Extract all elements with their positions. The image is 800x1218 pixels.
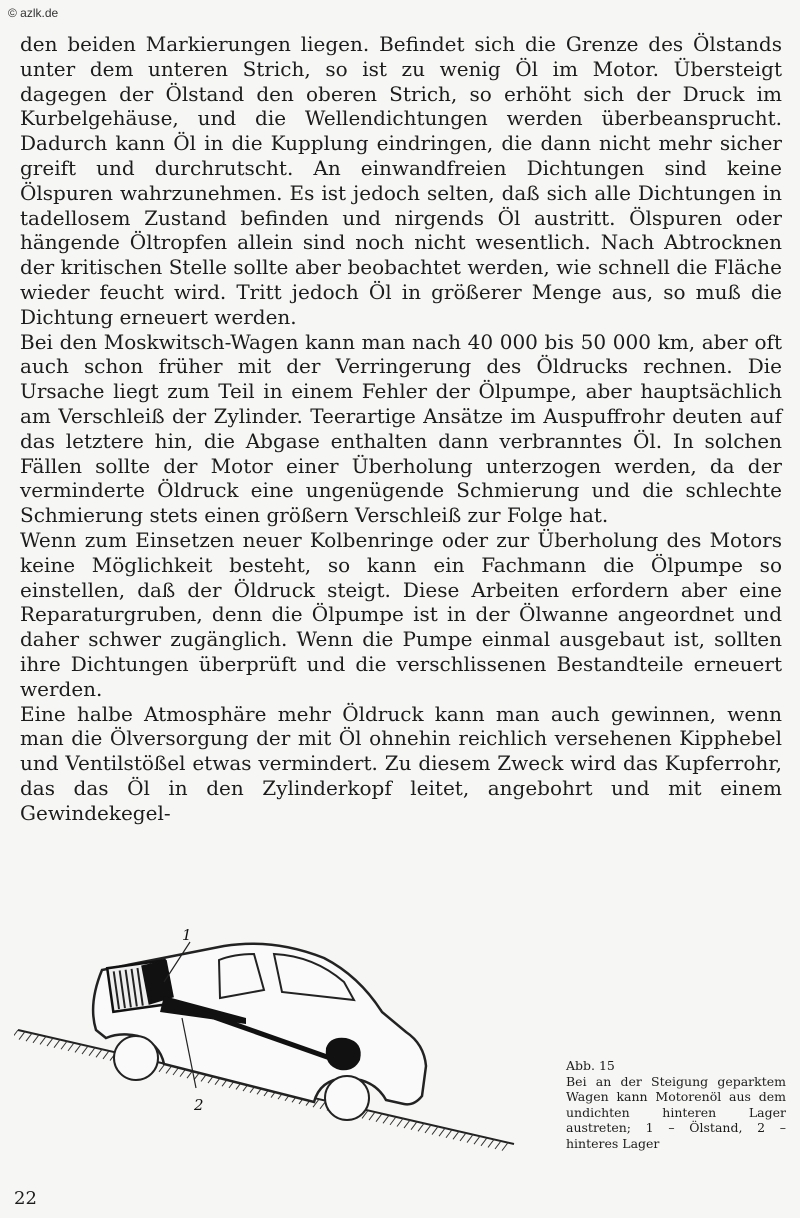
- figure-caption: [566, 1058, 786, 1151]
- car-on-slope-figure: [14, 920, 534, 1160]
- paragraph-4: Eine halbe Atmosphäre mehr Öldruck kann man auch gewinnen, wenn man die Ölversorgung der mit Öl ohnehin reichlich versehenen Kipphebel und Ventilstößel etwas vermindert. Zu diesem Zweck wird das Kupferrohr, das das Öl in den Zylinderkopf leitet, angebohrt und mit einem Gewindekegel-: [20, 701, 782, 825]
- paragraph-1: den beiden Markierungen liegen. Befindet sich die Grenze des Ölstands unter dem unteren Strich, so ist zu wenig Öl im Motor. Übersteigt dagegen der Ölstand den oberen Strich, so erhöht sich der Druck im Kurbelgehäuse, und die Wellendichtungen werden überbeansprucht. Dadurch kann Öl in die Kupplung eindringen, die dann nicht mehr sicher greift und durchrutscht. An einwandfreien Dichtungen sind keine Ölspuren wahrzunehmen. Es ist jedoch selten, daß sich alle Dichtungen in tadellosem Zustand befinden und nirgends Öl austritt. Ölspuren oder hängende Öltropfen allein sind noch nicht wesentlich. Nach Abtrocknen der kritischen Stelle sollte aber beobachtet werden, wie schnell die Fläche wieder feucht wird. Tritt jedoch Öl in größerer Menge aus, so muß die Dichtung erneuert werden.: [20, 32, 782, 329]
- paragraph-3: Wenn zum Einsetzen neuer Kolbenringe oder zur Überholung des Motors keine Möglichkeit besteht, so kann ein Fachmann die Ölpumpe so einstellen, daß der Öldruck steigt. Diese Arbeiten erfordern aber eine Reparaturgruben, denn die Ölpumpe ist in der Ölwanne angeordnet und daher schwer zugänglich. Wenn die Pumpe einmal ausgebaut ist, sollten ihre Dichtungen überprüft und die verschlissenen Bestandteile erneuert werden.: [20, 527, 782, 701]
- paragraph-2: Bei den Moskwitsch-Wagen kann man nach 40 000 bis 50 000 km, aber oft auch schon früher mit der Verringerung des Öldrucks rechnen. Die Ursache liegt zum Teil in einem Fehler der Ölpumpe, aber hauptsächlich am Verschleiß der Zylinder. Teerartige Ansätze im Auspuffrohr deuten auf das letztere hin, die Abgase enthalten dann verbranntes Öl. In solchen Fällen sollte der Motor einer Überholung unterzogen werden, da der verminderte Öldruck eine ungenügende Schmierung und die schlechte Schmierung stets einen größern Verschleiß zur Folge hat.: [20, 329, 782, 528]
- caption-text: Bei an der Steigung geparktem Wagen kann Motorenöl aus dem undichten hinteren Lager austreten; 1 – Ölstand, 2 – hinteres Lager: [566, 1073, 786, 1151]
- caption-title: Abb. 15: [566, 1058, 615, 1073]
- label-1: 1: [182, 926, 192, 944]
- rear-axle: [326, 1038, 361, 1071]
- front-wheel: [114, 1036, 158, 1080]
- watermark: © azlk.de: [8, 6, 59, 20]
- page-number: 22: [14, 1188, 37, 1209]
- rear-wheel: [325, 1076, 369, 1120]
- body-text: [20, 32, 782, 826]
- label-2: 2: [194, 1096, 204, 1114]
